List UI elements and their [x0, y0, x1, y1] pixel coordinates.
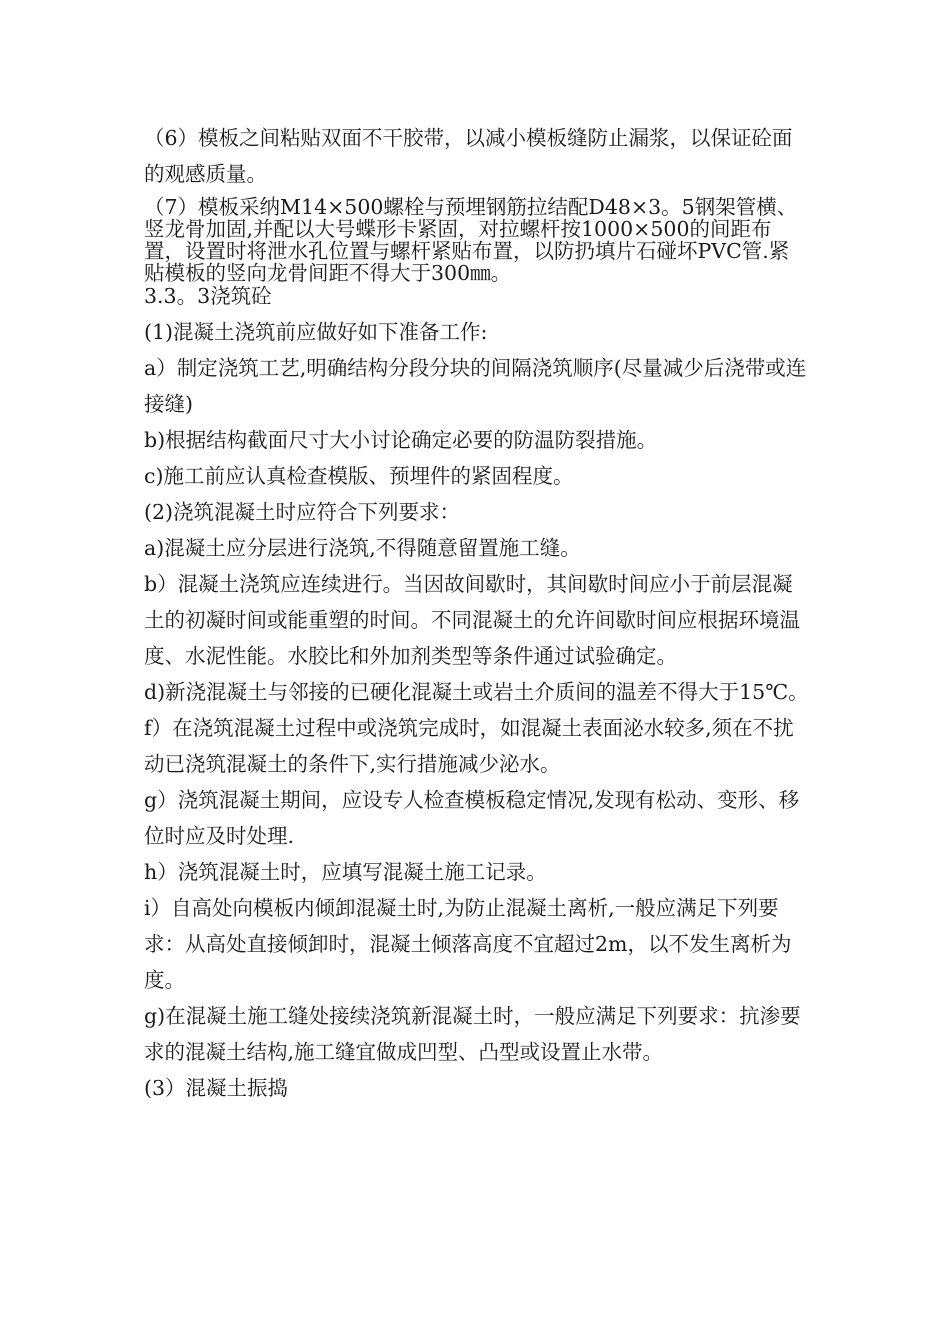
- paragraph-req-b: b）混凝土浇筑应连续进行。当因故间歇时，其间歇时间应小于前层混凝土的初凝时间或能重塑的时间。不同混凝土的允许间歇时间应根据环境温度、水泥性能。水胶比和外加剂类型等条件通过试验确定。: [144, 572, 800, 668]
- paragraph-req-g: g）浇筑混凝土期间，应设专人检查模板稳定情况,发现有松动、变形、移位时应及时处理.: [144, 788, 800, 848]
- paragraph-req-d: d)新浇混凝土与邻接的已硬化混凝土或岩土介质间的温差不得大于15℃。: [144, 680, 809, 704]
- document-body: [144, 120, 809, 1106]
- paragraph-vibration-title: (3）混凝土振捣: [144, 1076, 289, 1100]
- paragraph-prep-a: a）制定浇筑工艺,明确结构分段分块的间隔浇筑顺序(尽量减少后浇带或连接缝): [144, 356, 807, 416]
- paragraph-req-h: h）浇筑混凝土时，应填写混凝土施工记录。: [144, 860, 547, 884]
- section-heading-pouring: 3.3。3浇筑砼: [144, 284, 272, 308]
- paragraph-prep-c: c)施工前应认真检查模版、预埋件的紧固程度。: [144, 464, 574, 488]
- paragraph-req-f: f）在浇筑混凝土过程中或浇筑完成时，如混凝土表面泌水较多,须在不扰动已浇筑混凝土的条件下,实行措施减少泌水。: [144, 716, 794, 776]
- paragraph-formwork-tape: （6）模板之间粘贴双面不干胶带，以减小模板缝防止漏浆，以保证砼面的观感质量。: [144, 126, 793, 186]
- paragraph-req-title: (2)浇筑混凝土时应符合下列要求：: [144, 500, 461, 524]
- paragraph-req-g2: g)在混凝土施工缝处接续浇筑新混凝土时，一般应满足下列要求：抗渗要求的混凝土结构,施工缝宜做成凹型、凸型或设置止水带。: [144, 1004, 801, 1064]
- paragraph-prep-title: (1)混凝土浇筑前应做好如下准备工作:: [144, 320, 488, 344]
- paragraph-prep-b: b)根据结构截面尺寸大小讨论确定必要的防温防裂措施。: [144, 428, 658, 452]
- paragraph-req-i: i）自高处向模板内倾卸混凝土时,为防止混凝土离析,一般应满足下列要求：从高处直接倾卸时，混凝土倾落高度不宜超过2m，以不发生离析为度。: [144, 896, 792, 992]
- paragraph-req-a: a)混凝土应分层进行浇筑,不得随意留置施工缝。: [144, 536, 581, 560]
- paragraph-formwork-bolts: （7）模板采纳M14×500螺栓与预埋钢筋拉结配D48×3。5钢架管横、竖龙骨加固,并配以大号蝶形卡紧固，对拉螺杆按1000×500的间距布置，设置时将泄水孔位置与螺杆紧贴布置，以防扔填片石碰坏PVC管.紧贴模板的竖向龙骨间距不得大于300㎜。: [144, 195, 798, 285]
